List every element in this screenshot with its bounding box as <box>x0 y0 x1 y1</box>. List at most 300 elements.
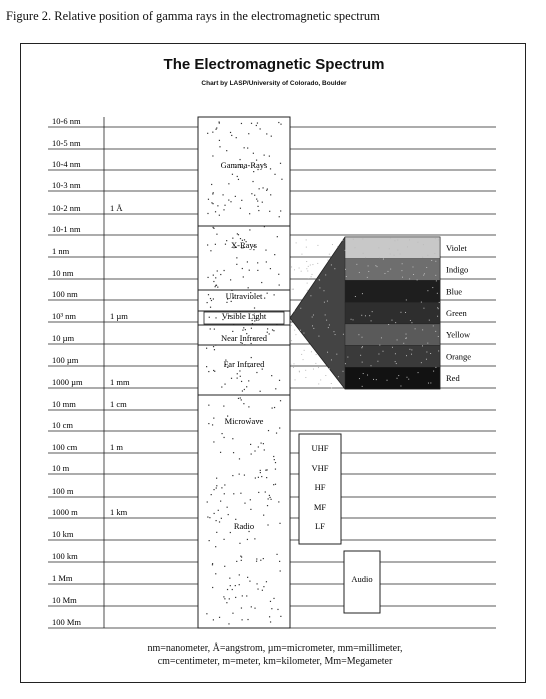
noise-dot <box>266 581 267 582</box>
noise-dot <box>377 361 378 362</box>
noise-dot <box>228 623 229 624</box>
noise-dot <box>233 493 234 494</box>
noise-dot <box>337 246 338 247</box>
noise-dot <box>397 339 398 340</box>
noise-dot <box>223 539 224 540</box>
noise-dot <box>426 267 427 268</box>
wavelength-label: 1000 m <box>52 507 78 517</box>
noise-dot <box>266 477 267 478</box>
noise-dot <box>242 268 243 269</box>
noise-dot <box>318 383 319 384</box>
noise-dot <box>209 540 210 541</box>
noise-dot <box>371 320 372 321</box>
noise-dot <box>438 239 439 240</box>
noise-dot <box>239 584 240 585</box>
chart-credit: Chart by LASP/University of Colorado, Boulder <box>201 80 347 87</box>
noise-dot <box>383 259 384 260</box>
noise-dot <box>326 320 327 321</box>
noise-dot <box>361 337 362 338</box>
noise-dot <box>308 278 309 279</box>
noise-dot <box>229 598 230 599</box>
noise-dot <box>239 370 240 371</box>
noise-dot <box>290 364 291 365</box>
noise-dot <box>230 279 231 280</box>
noise-dot <box>395 361 396 362</box>
noise-dot <box>296 242 297 243</box>
noise-dot <box>254 307 255 308</box>
noise-dot <box>220 452 221 453</box>
band-label-visible-light: Visible Light <box>221 311 267 321</box>
noise-dot <box>274 254 275 255</box>
noise-dot <box>210 307 211 308</box>
noise-dot <box>213 228 214 229</box>
noise-dot <box>216 478 217 479</box>
noise-dot <box>265 250 266 251</box>
noise-dot <box>423 275 424 276</box>
noise-dot <box>271 136 272 137</box>
noise-dot <box>213 489 214 490</box>
band-label-gamma-rays: Gamma-Rays <box>220 160 268 170</box>
color-label: Green <box>446 308 467 318</box>
noise-dot <box>359 378 360 379</box>
noise-dot <box>249 213 250 214</box>
noise-dot <box>402 263 403 264</box>
noise-dot <box>409 278 410 279</box>
noise-dot <box>310 264 311 265</box>
noise-dot <box>232 174 233 175</box>
noise-dot <box>264 449 265 450</box>
noise-dot <box>261 476 262 477</box>
noise-dot <box>295 379 296 380</box>
alternate-unit-label: 1 cm <box>110 399 127 409</box>
noise-dot <box>417 279 418 280</box>
noise-dot <box>301 271 302 272</box>
noise-dot <box>219 121 220 122</box>
noise-dot <box>345 363 346 364</box>
noise-dot <box>212 155 213 156</box>
noise-dot <box>230 201 231 202</box>
noise-dot <box>230 132 231 133</box>
noise-dot <box>315 363 316 364</box>
noise-dot <box>331 383 332 384</box>
noise-dot <box>257 588 258 589</box>
wavelength-label: 10-5 nm <box>52 138 81 148</box>
noise-dot <box>294 310 295 311</box>
noise-dot <box>272 407 273 408</box>
noise-dot <box>250 509 251 510</box>
noise-dot <box>365 315 366 316</box>
noise-dot <box>300 308 301 309</box>
noise-dot <box>216 485 217 486</box>
noise-dot <box>273 330 274 331</box>
noise-dot <box>232 613 233 614</box>
noise-dot <box>327 301 328 302</box>
noise-dot <box>301 254 302 255</box>
noise-dot <box>225 244 226 245</box>
noise-dot <box>376 379 377 380</box>
noise-dot <box>305 377 306 378</box>
noise-dot <box>280 400 281 401</box>
noise-dot <box>229 578 230 579</box>
noise-dot <box>400 253 401 254</box>
noise-dot <box>291 340 292 341</box>
noise-dot <box>438 350 439 351</box>
noise-dot <box>251 193 252 194</box>
noise-dot <box>363 373 364 374</box>
noise-dot <box>215 129 216 130</box>
noise-dot <box>263 515 264 516</box>
noise-dot <box>276 554 277 555</box>
noise-dot <box>216 532 217 533</box>
noise-dot <box>324 302 325 303</box>
alternate-unit-label: 1 km <box>110 507 128 517</box>
radio-sub-band-label: HF <box>314 482 326 492</box>
noise-dot <box>260 391 261 392</box>
band-label-ultraviolet: Ultraviolet <box>225 291 263 301</box>
noise-dot <box>231 378 232 379</box>
audio-band-label: Audio <box>351 574 373 584</box>
noise-dot <box>406 299 407 300</box>
noise-dot <box>291 266 292 267</box>
noise-dot <box>256 561 257 562</box>
noise-dot <box>219 521 220 522</box>
noise-dot <box>253 153 254 154</box>
wavelength-label: 100 km <box>52 551 78 561</box>
noise-dot <box>257 122 258 123</box>
noise-dot <box>248 531 249 532</box>
color-label: Red <box>446 373 460 384</box>
noise-dot <box>405 312 406 313</box>
noise-dot <box>311 351 312 352</box>
noise-dot <box>208 405 209 406</box>
noise-dot <box>226 602 227 603</box>
noise-dot <box>270 194 271 195</box>
band-column <box>198 117 290 628</box>
noise-dot <box>435 367 436 368</box>
noise-dot <box>362 238 363 239</box>
noise-dot <box>252 181 253 182</box>
noise-dot <box>336 354 337 355</box>
alternate-unit-label: 1 m <box>110 442 123 452</box>
band-label-radio: Radio <box>233 521 255 531</box>
noise-dot <box>323 290 324 291</box>
noise-dot <box>411 349 412 350</box>
noise-dot <box>224 484 225 485</box>
noise-dot <box>417 242 418 243</box>
noise-dot <box>308 266 309 267</box>
noise-dot <box>325 274 326 275</box>
noise-dot <box>400 385 401 386</box>
noise-dot <box>213 281 214 282</box>
noise-dot <box>379 257 380 258</box>
noise-dot <box>251 357 252 358</box>
noise-dot <box>434 253 435 254</box>
noise-dot <box>226 302 227 303</box>
noise-dot <box>325 314 326 315</box>
noise-dot <box>312 317 313 318</box>
noise-dot <box>270 268 271 269</box>
noise-dot <box>317 263 318 264</box>
noise-dot <box>317 245 318 246</box>
noise-dot <box>401 270 402 271</box>
noise-dot <box>206 366 207 367</box>
color-band <box>345 237 440 259</box>
noise-dot <box>213 418 214 419</box>
noise-dot <box>359 272 360 273</box>
noise-dot <box>327 260 328 261</box>
noise-dot <box>215 286 216 287</box>
noise-dot <box>327 352 328 353</box>
alternate-unit-label: 1 Å <box>110 203 123 213</box>
noise-dot <box>239 574 240 575</box>
noise-dot <box>257 262 258 263</box>
legend-line-1: nm=nanometer, Å=angstrom, µm=micrometer, mm=millimeter, <box>147 643 403 654</box>
noise-dot <box>273 598 274 599</box>
noise-dot <box>273 484 274 485</box>
noise-dot <box>212 203 213 204</box>
noise-dot <box>219 617 220 618</box>
noise-dot <box>305 370 306 371</box>
noise-dot <box>427 343 428 344</box>
noise-dot <box>292 289 293 290</box>
noise-dot <box>347 357 348 358</box>
noise-dot <box>316 354 317 355</box>
noise-dot <box>432 287 433 288</box>
noise-dot <box>262 590 263 591</box>
noise-dot <box>264 155 265 156</box>
noise-dot <box>260 443 261 444</box>
wavelength-label: 10-4 nm <box>52 159 81 169</box>
radio-sub-band-label: VHF <box>311 463 329 473</box>
noise-dot <box>217 270 218 271</box>
noise-dot <box>306 239 307 240</box>
noise-dot <box>228 199 229 200</box>
noise-dot <box>421 362 422 363</box>
wavelength-label: 1 Mm <box>52 573 73 583</box>
noise-dot <box>303 359 304 360</box>
noise-dot <box>274 174 275 175</box>
noise-dot <box>262 187 263 188</box>
noise-dot <box>280 210 281 211</box>
figure-caption: Figure 2. Relative position of gamma rays in the electromagnetic spectrum <box>6 9 380 23</box>
noise-dot <box>241 381 242 382</box>
noise-dot <box>260 560 261 561</box>
wavelength-label: 10 cm <box>52 420 74 430</box>
noise-dot <box>430 382 431 383</box>
noise-dot <box>435 238 436 239</box>
noise-dot <box>333 331 334 332</box>
noise-dot <box>415 328 416 329</box>
noise-dot <box>392 347 393 348</box>
noise-dot <box>389 248 390 249</box>
noise-dot <box>208 294 209 295</box>
noise-dot <box>293 363 294 364</box>
noise-dot <box>423 244 424 245</box>
noise-dot <box>351 319 352 320</box>
noise-dot <box>243 403 244 404</box>
noise-dot <box>312 264 313 265</box>
noise-dot <box>257 200 258 201</box>
noise-dot <box>422 329 423 330</box>
noise-dot <box>236 264 237 265</box>
noise-dot <box>260 128 261 129</box>
noise-dot <box>279 523 280 524</box>
noise-dot <box>329 324 330 325</box>
noise-dot <box>240 208 241 209</box>
wavelength-label: 10-6 nm <box>52 116 81 126</box>
wavelength-label: 100 cm <box>52 442 78 452</box>
noise-dot <box>293 367 294 368</box>
noise-dot <box>240 493 241 494</box>
noise-dot <box>270 499 271 500</box>
color-band <box>345 259 440 281</box>
noise-dot <box>216 285 217 286</box>
noise-dot <box>368 271 369 272</box>
noise-dot <box>409 349 410 350</box>
noise-dot <box>269 495 270 496</box>
noise-dot <box>307 270 308 271</box>
noise-dot <box>231 135 232 136</box>
noise-dot <box>377 266 378 267</box>
noise-dot <box>216 127 217 128</box>
noise-dot <box>213 619 214 620</box>
noise-dot <box>412 266 413 267</box>
wavelength-label: 10-2 nm <box>52 203 81 213</box>
noise-dot <box>230 532 231 533</box>
noise-dot <box>216 520 217 521</box>
noise-dot <box>251 123 252 124</box>
noise-dot <box>221 487 222 488</box>
noise-dot <box>361 315 362 316</box>
noise-dot <box>212 132 213 133</box>
noise-dot <box>294 269 295 270</box>
noise-dot <box>353 319 354 320</box>
noise-dot <box>212 563 213 564</box>
noise-dot <box>437 293 438 294</box>
noise-dot <box>207 213 208 214</box>
band-label-x-rays: X-Rays <box>231 240 257 250</box>
noise-dot <box>242 595 243 596</box>
noise-dot <box>310 295 311 296</box>
noise-dot <box>254 450 255 451</box>
noise-dot <box>270 621 271 622</box>
noise-dot <box>269 616 270 617</box>
noise-dot <box>362 362 363 363</box>
noise-dot <box>396 363 397 364</box>
noise-dot <box>221 433 222 434</box>
noise-dot <box>215 244 216 245</box>
noise-dot <box>395 353 396 354</box>
noise-dot <box>272 329 273 330</box>
units-legend <box>110 642 440 668</box>
noise-dot <box>223 437 224 438</box>
noise-dot <box>406 355 407 356</box>
noise-dot <box>221 386 222 387</box>
noise-dot <box>210 250 211 251</box>
noise-dot <box>249 229 250 230</box>
noise-dot <box>250 499 251 500</box>
noise-dot <box>209 317 210 318</box>
noise-dot <box>406 334 407 335</box>
color-label: Orange <box>446 351 472 362</box>
noise-dot <box>271 608 272 609</box>
wavelength-label: 100 nm <box>52 289 78 299</box>
noise-dot <box>394 255 395 256</box>
wavelength-label: 10 µm <box>52 333 75 343</box>
noise-dot <box>256 558 257 559</box>
noise-dot <box>367 375 368 376</box>
wavelength-label: 10 Mm <box>52 595 77 605</box>
wavelength-label: 1 nm <box>52 246 70 256</box>
noise-dot <box>208 199 209 200</box>
noise-dot <box>266 133 267 134</box>
noise-dot <box>248 406 249 407</box>
noise-dot <box>400 312 401 313</box>
noise-dot <box>267 328 268 329</box>
noise-dot <box>232 238 233 239</box>
noise-dot <box>391 320 392 321</box>
noise-dot <box>354 247 355 248</box>
noise-dot <box>248 133 249 134</box>
noise-dot <box>267 293 268 294</box>
color-label: Blue <box>446 286 463 297</box>
wavelength-label: 10 mm <box>52 399 76 409</box>
noise-dot <box>262 202 263 203</box>
noise-dot <box>242 390 243 391</box>
noise-dot <box>303 333 304 334</box>
noise-dot <box>207 302 208 303</box>
noise-dot <box>311 274 312 275</box>
noise-dot <box>241 399 242 400</box>
noise-dot <box>424 273 425 274</box>
noise-dot <box>378 247 379 248</box>
noise-dot <box>251 343 252 344</box>
noise-dot <box>243 327 244 328</box>
noise-dot <box>382 351 383 352</box>
noise-dot <box>213 192 214 193</box>
noise-dot <box>273 456 274 457</box>
noise-dot <box>240 238 241 239</box>
noise-dot <box>306 261 307 262</box>
noise-dot <box>363 253 364 254</box>
noise-dot <box>387 380 388 381</box>
noise-dot <box>238 398 239 399</box>
noise-dot <box>246 595 247 596</box>
noise-dot <box>274 294 275 295</box>
noise-dot <box>358 334 359 335</box>
noise-dot <box>247 539 248 540</box>
noise-dot <box>381 337 382 338</box>
noise-dot <box>294 330 295 331</box>
noise-dot <box>224 205 225 206</box>
noise-dot <box>261 282 262 283</box>
noise-dot <box>213 346 214 347</box>
noise-dot <box>214 329 215 330</box>
noise-dot <box>397 378 398 379</box>
noise-dot <box>237 378 238 379</box>
noise-dot <box>213 370 214 371</box>
noise-dot <box>435 275 436 276</box>
noise-dot <box>217 205 218 206</box>
noise-dot <box>219 215 220 216</box>
noise-dot <box>367 277 368 278</box>
noise-dot <box>411 354 412 355</box>
noise-dot <box>228 183 229 184</box>
noise-dot <box>342 240 343 241</box>
noise-dot <box>421 302 422 303</box>
noise-dot <box>258 492 259 493</box>
noise-dot <box>306 268 307 269</box>
